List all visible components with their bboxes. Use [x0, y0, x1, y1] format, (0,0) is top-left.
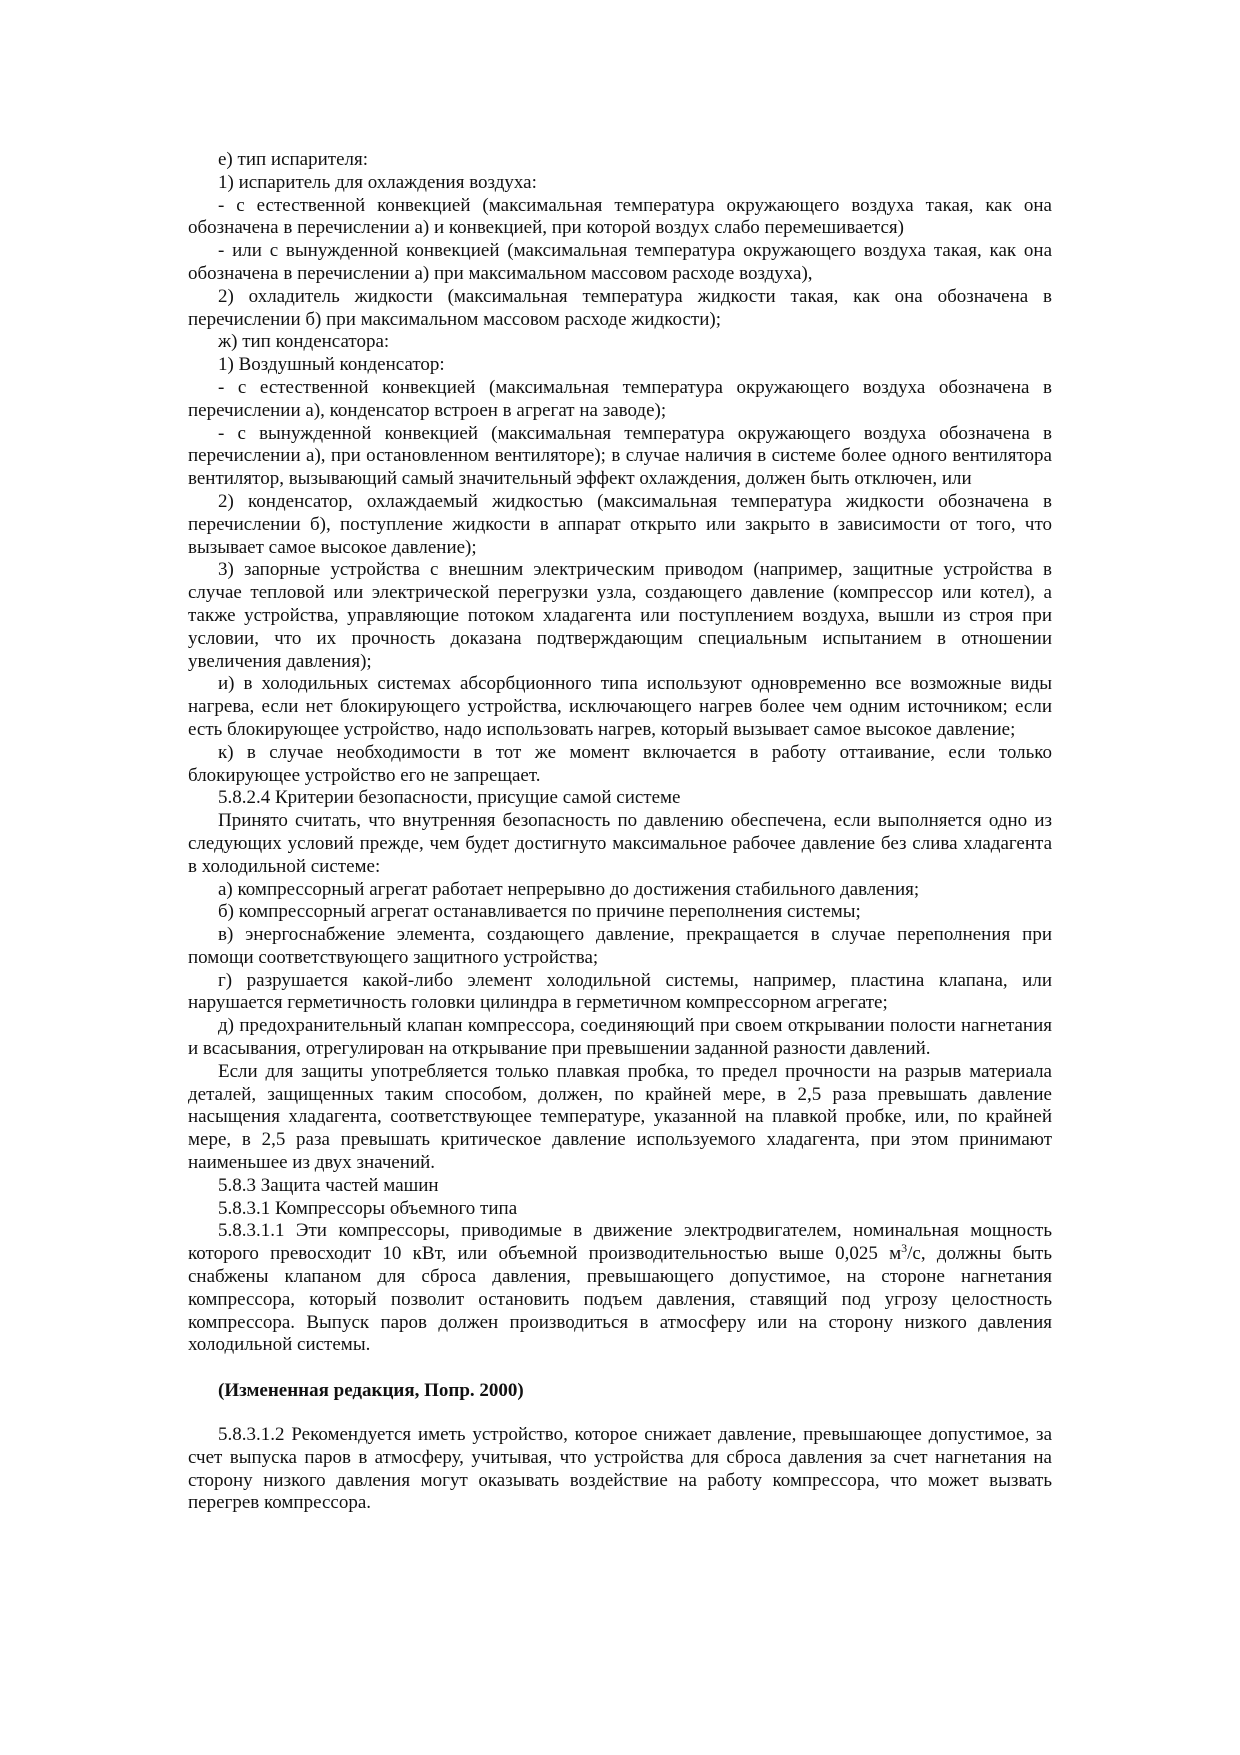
paragraph: г) разрушается какой-либо элемент холодильной системы, например, пластина клапана, или нарушается герметичность головки цилиндра в герметичном компрессорном агрегате; [188, 969, 1052, 1014]
paragraph: и) в холодильных системах абсорбционного типа используют одновременно все возможные виды нагрева, если нет блокирующего устройства, исключающего нагрев более чем одним источником; если есть блокирующее устройство, надо использовать нагрев, который вызывает самое высокое давление; [188, 673, 1052, 740]
paragraph: 3) запорные устройства с внешним электрическим приводом (например, защитные устройства в случае тепловой или электрической перегрузки узла, создающего давление (компрессор или котел), а также устройства, управляющие потоком хладагента или поступлением воздуха, вышли из строя при условии, что их прочность доказана подтверждающим специальным испытанием в отношении увеличения давления); [188, 559, 1052, 672]
paragraph: - с вынужденной конвекцией (максимальная температура окружающего воздуха обозначена в перечислении а), при остановленном вентиляторе); в случае наличия в системе более одного вентилятора вентилятор, вызывающий самый значительный эффект охлаждения, должен быть отключен, или [188, 422, 1052, 490]
paragraph-text: /с, должны быть снабжены клапаном для сброса давления, превышающего допустимое, на стороне нагнетания компрессора, который позволит остановить подъем давления, ставящий под угрозу целостность компрессора. Выпуск паров должен производиться в атмосферу или на сторону низкого давления холодильной системы. [188, 1243, 1052, 1356]
paragraph: - или с вынужденной конвекцией (максимальная температура окружающего воздуха такая, как она обозначена в перечислении а) при максимальном массовом расходе воздуха), [188, 240, 1052, 284]
paragraph: ж) тип конденсатора: [218, 331, 390, 353]
paragraph-text: 5.8.3.1.1 Эти компрессоры, приводимые в движение электродвигателем, номинальная мощность которого превосходит 10 кВт, или объемной производительностью выше 0,025 м [188, 1220, 1052, 1265]
section-heading: 5.8.3 Защита частей машин [218, 1174, 439, 1196]
paragraph: - с естественной конвекцией (максимальная температура окружающего воздуха такая, как она обозначена в перечислении а) и конвекцией, при которой воздух слабо перемешивается) [188, 194, 1052, 239]
paragraph: Принято считать, что внутренняя безопасность по давлению обеспечена, если выполняется одно из следующих условий прежде, чем будет достигнуто максимальное рабочее давление без слива хладагента в холодильной системе: [188, 810, 1052, 877]
paragraph: 1) испаритель для охлаждения воздуха: [218, 171, 537, 193]
paragraph: а) компрессорный агрегат работает непрерывно до достижения стабильного давления; [218, 878, 920, 900]
paragraph: Если для защиты употребляется только плавкая пробка, то предел прочности на разрыв материала деталей, защищенных таким способом, должен, по крайней мере, в 2,5 раза превышать давление насыщения хладагента, соответствующее температуре, указанной на плавкой пробке, или, по крайней мере, в 2,5 раза превышать критическое давление используемого хладагента, при этом принимают наименьшее из двух значений. [188, 1060, 1052, 1174]
amendment-note: (Измененная редакция, Попр. 2000) [218, 1380, 524, 1402]
paragraph: 2) охладитель жидкости (максимальная температура жидкости такая, как она обозначена в перечислении б) при максимальном массовом расходе жидкости); [188, 285, 1052, 330]
paragraph-5-8-3-1-2: 5.8.3.1.2 Рекомендуется иметь устройство, которое снижает давление, превышающее допустимое, за счет выпуска паров в атмосферу, учитывая, что устройства для сброса давления за счет нагнетания на сторону низкого давления могут оказывать воздействие на работу компрессора, что может вызвать перегрев компрессора. [188, 1424, 1052, 1514]
paragraph: к) в случае необходимости в тот же момент включается в работу оттаивание, если только блокирующее устройство его не запрещает. [188, 741, 1052, 786]
paragraph: 1) Воздушный конденсатор: [218, 354, 445, 376]
section-heading: 5.8.3.1 Компрессоры объемного типа [218, 1197, 518, 1219]
paragraph-5-8-3-1-1 [188, 1220, 1052, 1357]
document-page [188, 149, 1052, 1515]
paragraph: 2) конденсатор, охлаждаемый жидкостью (максимальная температура жидкости обозначена в перечислении б), поступление жидкости в аппарат открыто или закрыто в зависимости от того, что вызывает самое высокое давление); [188, 490, 1052, 558]
paragraph: - с естественной конвекцией (максимальная температура окружающего воздуха обозначена в перечислении а), конденсатор встроен в агрегат на заводе); [188, 376, 1052, 421]
section-heading: 5.8.2.4 Критерии безопасности, присущие самой системе [218, 787, 681, 809]
paragraph: е) тип испарителя: [218, 149, 369, 170]
paragraph: д) предохранительный клапан компрессора, соединяющий при своем открывании полости нагнетания и всасывания, отрегулирован на открывание при превышении заданной разности давлений. [188, 1015, 1052, 1060]
paragraph: в) энергоснабжение элемента, создающего давление, прекращается в случае переполнения при помощи соответствующего защитного устройства; [188, 924, 1052, 968]
paragraph: б) компрессорный агрегат останавливается по причине переполнения системы; [218, 901, 861, 923]
superscript: 3 [901, 1241, 908, 1256]
